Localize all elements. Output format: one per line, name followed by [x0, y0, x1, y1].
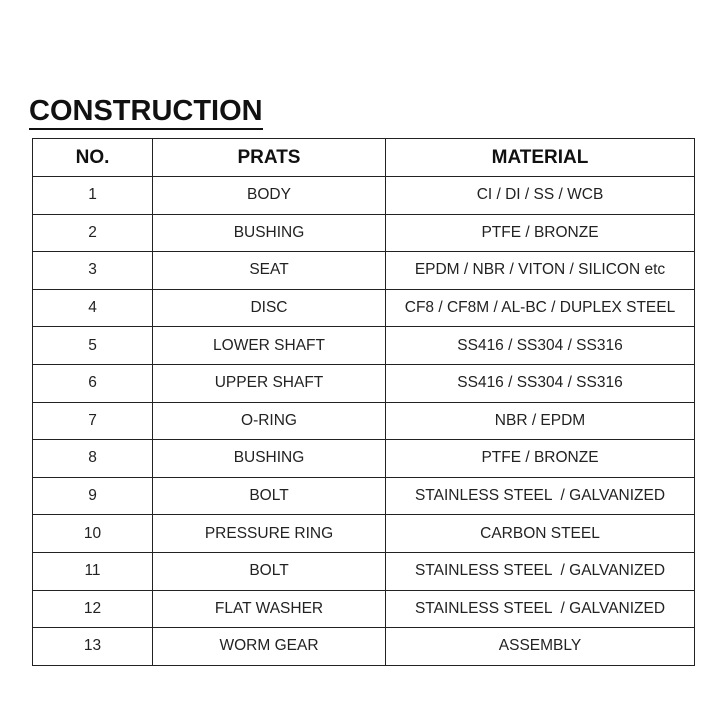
construction-heading: CONSTRUCTION	[29, 94, 263, 130]
table-row	[33, 177, 695, 215]
cell-part: BOLT	[153, 477, 386, 515]
table-row	[33, 440, 695, 478]
cell-part: SEAT	[153, 252, 386, 290]
cell-part: BODY	[153, 177, 386, 215]
cell-part: BOLT	[153, 552, 386, 590]
cell-material: SS416 / SS304 / SS316	[386, 364, 695, 402]
header-no: NO.	[33, 139, 153, 177]
table-row	[33, 214, 695, 252]
cell-no: 13	[33, 628, 153, 666]
cell-material: PTFE / BRONZE	[386, 214, 695, 252]
construction-table	[32, 138, 695, 666]
cell-material: STAINLESS STEEL / GALVANIZED	[386, 590, 695, 628]
table-row	[33, 364, 695, 402]
header-material: MATERIAL	[386, 139, 695, 177]
table-row	[33, 590, 695, 628]
cell-no: 7	[33, 402, 153, 440]
table-header-row	[33, 139, 695, 177]
cell-part: BUSHING	[153, 214, 386, 252]
cell-material: STAINLESS STEEL / GALVANIZED	[386, 552, 695, 590]
cell-part: DISC	[153, 289, 386, 327]
cell-no: 8	[33, 440, 153, 478]
cell-material: CARBON STEEL	[386, 515, 695, 553]
table-row	[33, 327, 695, 365]
cell-part: BUSHING	[153, 440, 386, 478]
cell-no: 3	[33, 252, 153, 290]
cell-no: 6	[33, 364, 153, 402]
cell-material: CF8 / CF8M / AL-BC / DUPLEX STEEL	[386, 289, 695, 327]
table-row	[33, 515, 695, 553]
cell-no: 12	[33, 590, 153, 628]
cell-material: STAINLESS STEEL / GALVANIZED	[386, 477, 695, 515]
cell-material: ASSEMBLY	[386, 628, 695, 666]
table-row	[33, 402, 695, 440]
cell-part: WORM GEAR	[153, 628, 386, 666]
table-row	[33, 628, 695, 666]
cell-part: PRESSURE RING	[153, 515, 386, 553]
cell-material: SS416 / SS304 / SS316	[386, 327, 695, 365]
table-row	[33, 252, 695, 290]
cell-material: NBR / EPDM	[386, 402, 695, 440]
cell-no: 4	[33, 289, 153, 327]
table-row	[33, 477, 695, 515]
cell-no: 2	[33, 214, 153, 252]
cell-no: 1	[33, 177, 153, 215]
cell-part: LOWER SHAFT	[153, 327, 386, 365]
header-parts: PRATS	[153, 139, 386, 177]
cell-part: FLAT WASHER	[153, 590, 386, 628]
cell-no: 11	[33, 552, 153, 590]
cell-material: EPDM / NBR / VITON / SILICON etc	[386, 252, 695, 290]
cell-material: CI / DI / SS / WCB	[386, 177, 695, 215]
cell-no: 9	[33, 477, 153, 515]
cell-part: UPPER SHAFT	[153, 364, 386, 402]
cell-no: 5	[33, 327, 153, 365]
cell-material: PTFE / BRONZE	[386, 440, 695, 478]
table-row	[33, 552, 695, 590]
cell-part: O-RING	[153, 402, 386, 440]
table-row	[33, 289, 695, 327]
cell-no: 10	[33, 515, 153, 553]
